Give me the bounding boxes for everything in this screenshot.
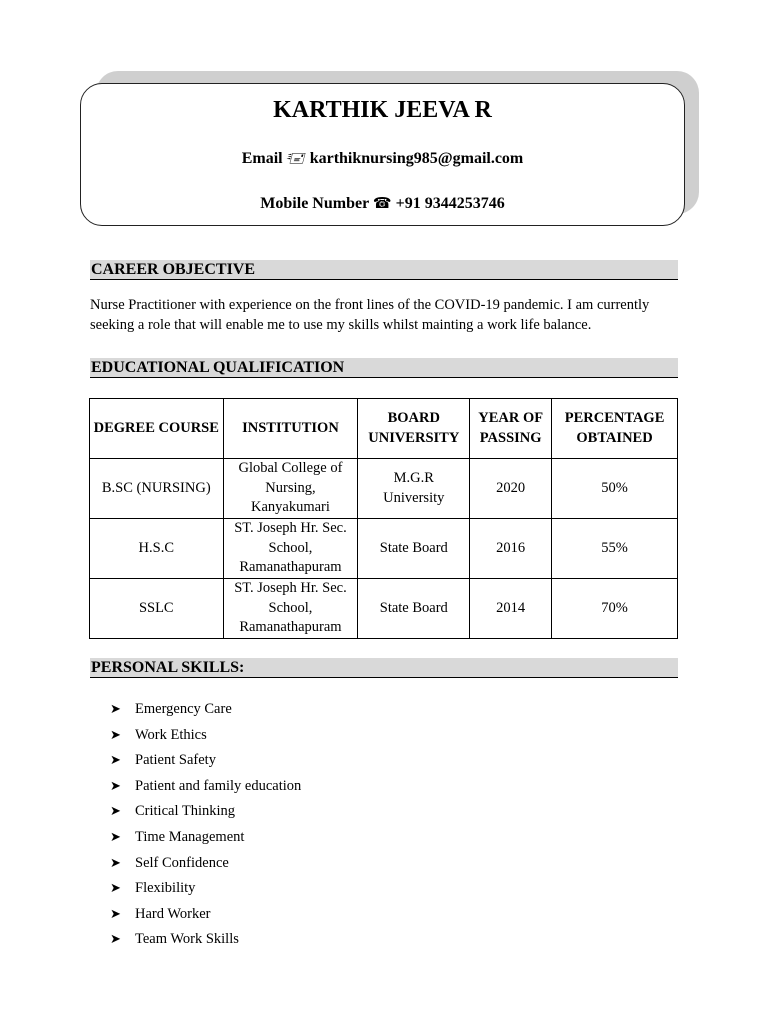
phone-icon: ☎ bbox=[372, 194, 392, 212]
mobile-line bbox=[81, 194, 684, 213]
arrow-bullet-icon: ➤ bbox=[110, 829, 121, 845]
header-box bbox=[80, 83, 685, 226]
table-cell: B.SC (NURSING) bbox=[90, 459, 224, 519]
candidate-name: KARTHIK JEEVA R bbox=[273, 97, 492, 123]
table-cell: M.G.R University bbox=[358, 459, 470, 519]
list-item: ➤ Emergency Care bbox=[110, 697, 301, 723]
arrow-bullet-icon: ➤ bbox=[110, 727, 121, 743]
table-cell: 2020 bbox=[470, 459, 552, 519]
list-item: ➤ Patient Safety bbox=[110, 748, 301, 774]
list-item: ➤ Team Work Skills bbox=[110, 927, 301, 953]
arrow-bullet-icon: ➤ bbox=[110, 906, 121, 922]
career-objective-text: Nurse Practitioner with experience on the front lines of the COVID-19 pandemic. I am currently seeking a role that will enable me to use my skills whilst mainting a work life balance. bbox=[90, 297, 650, 333]
list-item: ➤ Time Management bbox=[110, 825, 301, 851]
list-item: ➤ Self Confidence bbox=[110, 851, 301, 877]
skills-list bbox=[110, 697, 301, 953]
arrow-bullet-icon: ➤ bbox=[110, 753, 121, 769]
email-line bbox=[81, 148, 684, 173]
table-cell: SSLC bbox=[90, 579, 224, 639]
list-item: ➤ Critical Thinking bbox=[110, 799, 301, 825]
mobile-number: +91 9344253746 bbox=[395, 195, 505, 212]
list-item: ➤ Work Ethics bbox=[110, 723, 301, 749]
list-item: ➤ Flexibility bbox=[110, 876, 301, 902]
table-cell: 50% bbox=[552, 459, 678, 519]
column-header: YEAR OF PASSING bbox=[470, 399, 552, 459]
table-cell: H.S.C bbox=[90, 519, 224, 579]
table-row bbox=[90, 579, 678, 639]
table-cell: 55% bbox=[552, 519, 678, 579]
list-item: ➤ Patient and family education bbox=[110, 774, 301, 800]
arrow-bullet-icon: ➤ bbox=[110, 855, 121, 871]
table-cell: State Board bbox=[358, 519, 470, 579]
education-table bbox=[89, 398, 678, 639]
email-address: karthiknursing985@gmail.com bbox=[309, 150, 524, 167]
list-item: ➤ Hard Worker bbox=[110, 902, 301, 928]
column-header: BOARD UNIVERSITY bbox=[358, 399, 470, 459]
table-cell: Global College of Nursing, Kanyakumari bbox=[223, 459, 358, 519]
arrow-bullet-icon: ➤ bbox=[110, 932, 121, 948]
table-header-row bbox=[90, 399, 678, 459]
table-cell: 2016 bbox=[470, 519, 552, 579]
envelope-icon: 🖅 bbox=[286, 149, 306, 167]
career-objective-heading: CAREER OBJECTIVE bbox=[90, 260, 678, 280]
personal-skills-heading: PERSONAL SKILLS: bbox=[90, 658, 678, 678]
arrow-bullet-icon: ➤ bbox=[110, 778, 121, 794]
table-cell: State Board bbox=[358, 579, 470, 639]
email-label: Email bbox=[241, 150, 283, 167]
column-header: DEGREE COURSE bbox=[90, 399, 224, 459]
mobile-label: Mobile Number bbox=[260, 195, 369, 212]
arrow-bullet-icon: ➤ bbox=[110, 702, 121, 717]
arrow-bullet-icon: ➤ bbox=[110, 881, 121, 897]
table-cell: 2014 bbox=[470, 579, 552, 639]
education-heading: EDUCATIONAL QUALIFICATION bbox=[90, 358, 678, 378]
column-header: PERCENTAGE OBTAINED bbox=[552, 399, 678, 459]
table-cell: ST. Joseph Hr. Sec. School, Ramanathapuram bbox=[223, 579, 358, 639]
table-cell: 70% bbox=[552, 579, 678, 639]
table-cell: ST. Joseph Hr. Sec. School, Ramanathapuram bbox=[223, 519, 358, 579]
arrow-bullet-icon: ➤ bbox=[110, 804, 121, 820]
column-header: INSTITUTION bbox=[223, 399, 358, 459]
table-row bbox=[90, 459, 678, 519]
table-row bbox=[90, 519, 678, 579]
